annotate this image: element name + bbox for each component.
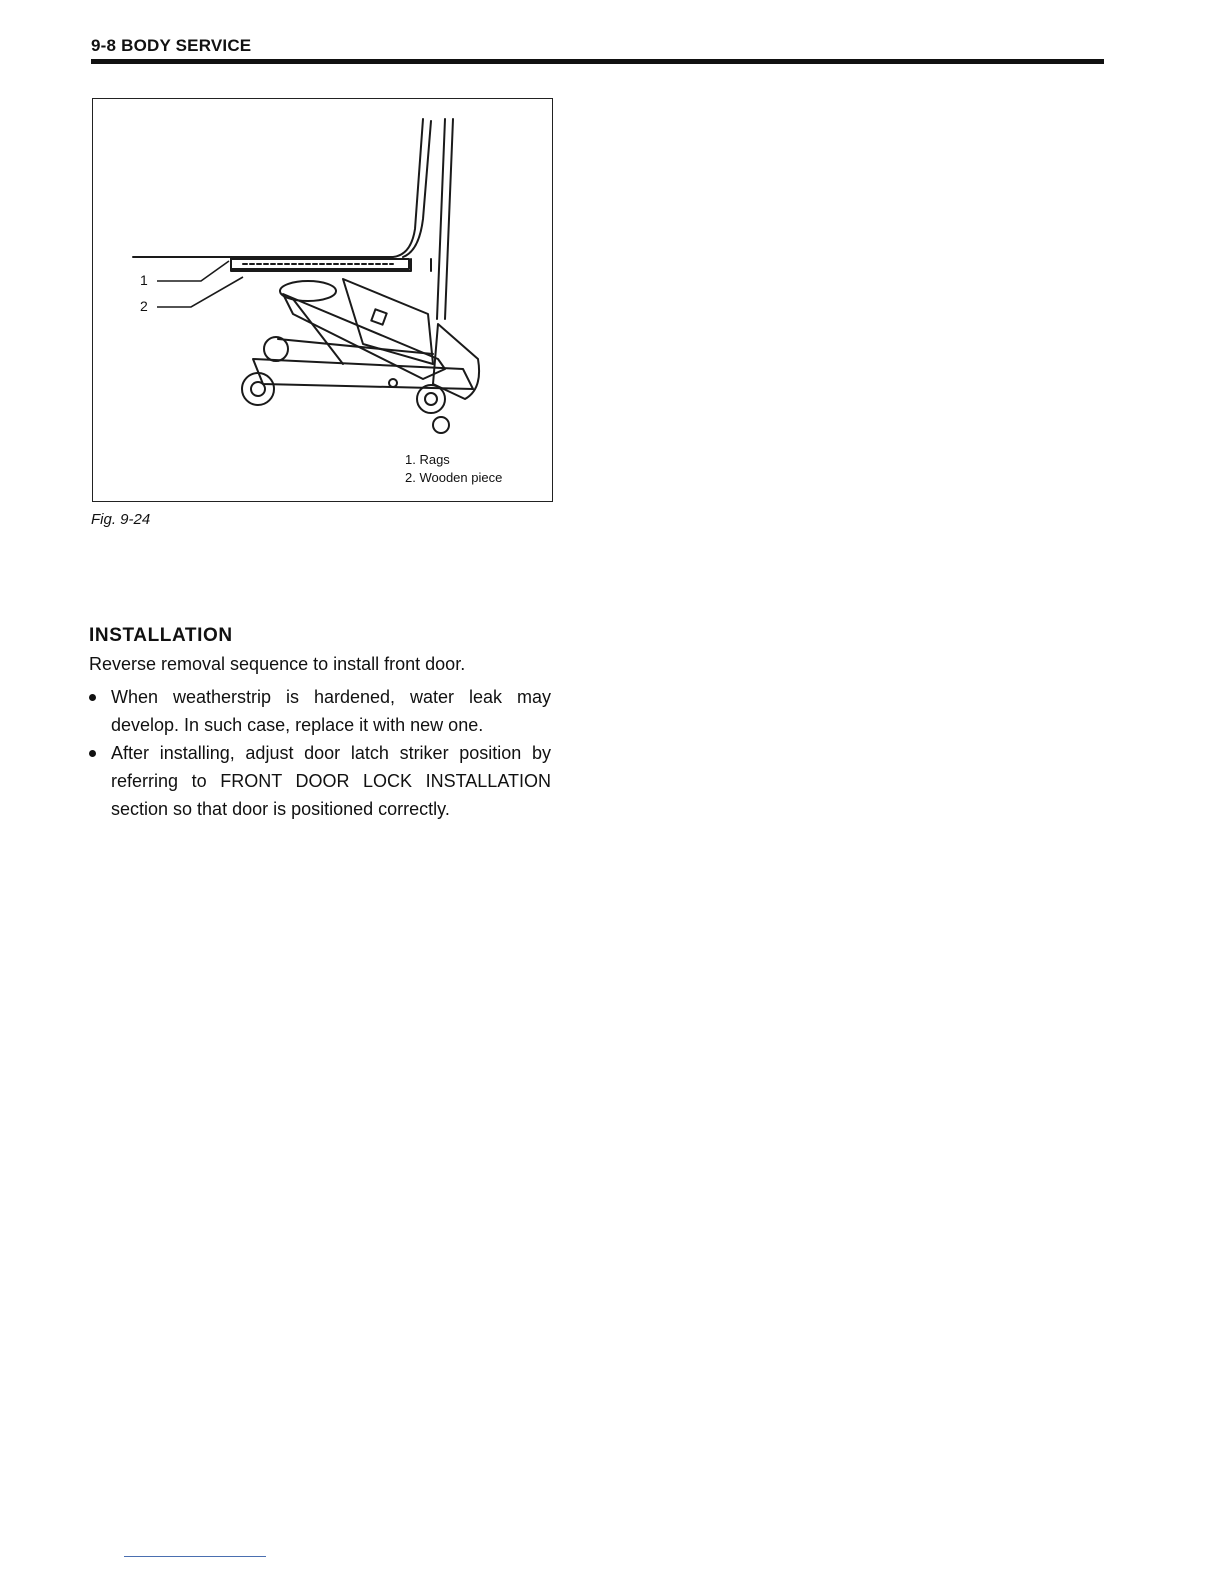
callout-1: 1 bbox=[140, 272, 148, 288]
figure-legend bbox=[405, 451, 502, 487]
figure-frame bbox=[92, 98, 553, 502]
legend-item-wooden-piece: 2. Wooden piece bbox=[405, 470, 503, 485]
footer-rule bbox=[124, 1556, 266, 1557]
legend-item-rags: 1. Rags bbox=[405, 452, 450, 467]
list-item bbox=[89, 739, 551, 823]
bullet-icon bbox=[89, 750, 96, 757]
list-item-text: When weatherstrip is hardened, water leak may develop. In such case, replace it with new one. bbox=[111, 687, 551, 735]
bullet-icon bbox=[89, 694, 96, 701]
header-rule bbox=[91, 59, 1104, 64]
list-item bbox=[89, 683, 551, 739]
list-item-text: After installing, adjust door latch striker position by referring to FRONT DOOR LOCK INSTALLATION section so that door is positioned correctly. bbox=[111, 743, 551, 819]
figure-caption: Fig. 9-24 bbox=[91, 511, 151, 528]
section-intro: Reverse removal sequence to install front door. bbox=[89, 654, 466, 674]
instruction-list bbox=[89, 683, 551, 823]
door-bottom-edge bbox=[133, 119, 423, 257]
callout-2: 2 bbox=[140, 298, 148, 314]
page-header-title: 9-8 BODY SERVICE bbox=[91, 36, 252, 55]
section-title: INSTALLATION bbox=[89, 625, 233, 646]
floor-jack-illustration bbox=[93, 99, 554, 503]
